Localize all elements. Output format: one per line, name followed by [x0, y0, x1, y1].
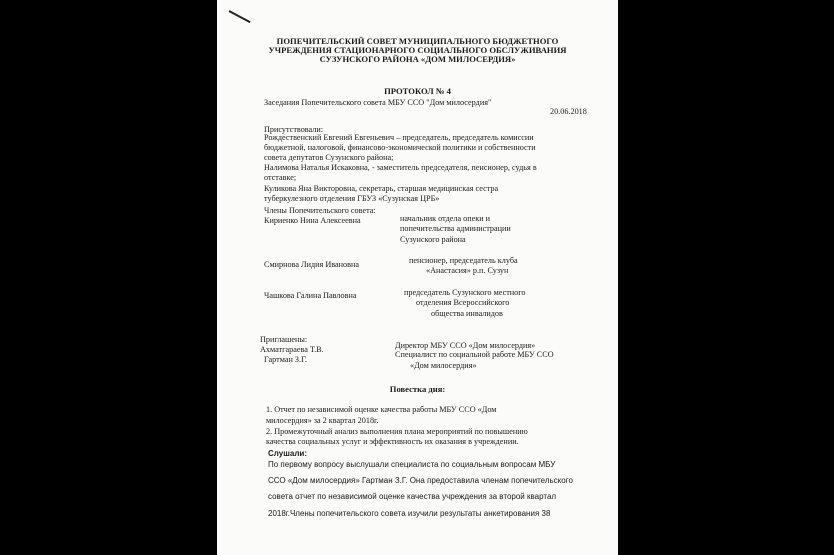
protocol-title: ПРОТОКОЛ № 4	[384, 86, 451, 96]
invited-role: «Дом милосердия»	[410, 361, 477, 370]
member-role: председатель Сузунского местного	[404, 288, 526, 297]
agenda-line: 2. Промежуточный анализ выполнения плана мероприятий по повышению	[266, 427, 528, 436]
member-role: попечительства администрации	[400, 224, 511, 233]
header-line-1: ПОПЕЧИТЕЛЬСКИЙ СОВЕТ МУНИЦИПАЛЬНОГО БЮДЖЕТНОГО	[276, 36, 559, 46]
protocol-date: 20.06.2018	[550, 107, 587, 116]
invited-role: Специалист по социальной работе МБУ ССО	[395, 350, 554, 359]
members-label: Члены Попечительского совета:	[264, 206, 376, 215]
heard-line: ССО «Дом милосердия» Гартман З.Г. Она предоставила членам попечительского	[268, 476, 573, 485]
agenda-line: 1. Отчет по независимой оценке качества работы МБУ ССО «Дом	[266, 405, 497, 414]
invited-label: Приглашены:	[260, 335, 308, 344]
member-role: «Анастасия» р.п. Сузун	[426, 266, 509, 275]
agenda-line: милосердия» за 2 квартал 2018г.	[266, 416, 379, 425]
present-line: бюджетной, налоговой, финансово-экономической политики и собственности	[264, 143, 536, 152]
invited-name: Ахматгараева Т.В.	[260, 345, 324, 354]
heard-line: совета отчет по независимой оценке качества учреждения за второй квартал	[268, 492, 557, 501]
member-role: общества инвалидов	[431, 309, 503, 318]
invited-role: Директор МБУ ССО «Дом милосердия»	[395, 341, 536, 350]
invited-name: Гартман З.Г.	[264, 355, 307, 364]
pen-mark	[229, 10, 251, 23]
present-line: Налимова Наталья Искаковна, - заместитель председателя, пенсионер, судья в	[264, 163, 537, 172]
header-line-2: УЧРЕЖДЕНИЯ СТАЦИОНАРНОГО СОЦИАЛЬНОГО ОБСЛУЖИВАНИЯ	[268, 45, 567, 55]
present-line: отставке;	[264, 173, 297, 182]
agenda-title: Повестка дня:	[389, 384, 446, 394]
header-line-3: СУЗУНСКОГО РАЙОНА «ДОМ МИЛОСЕРДИЯ»	[319, 54, 516, 64]
member-role: отделения Всероссийского	[416, 298, 510, 307]
heard-line: 2018г.Члены попечительского совета изучили результаты анкетирования 38	[268, 509, 551, 518]
present-label: Присутствовали:	[264, 125, 324, 134]
present-line: совета депутатов Сузунского района;	[264, 153, 394, 162]
heard-label: Слушали:	[268, 449, 307, 458]
present-line: туберкулезного отделения ГБУЗ «Сузунская ЦРБ»	[264, 194, 440, 203]
member-name: Чашкова Галина Павловна	[264, 291, 357, 300]
present-line: Куликова Яна Викторовна, секретарь, старшая медицинская сестра	[264, 184, 499, 193]
agenda-line: качества социальных услуг и эффективность их оказания в учреждении.	[266, 437, 519, 446]
document-page	[217, 0, 618, 555]
member-name: Кириенко Нина Алексеевна	[264, 216, 361, 225]
member-role: начальник отдела опеки и	[400, 214, 491, 223]
member-role: пенсионер, председатель клуба	[409, 256, 518, 265]
member-role: Сузунского района	[400, 235, 466, 244]
heard-line: По первому вопросу выслушали специалиста по социальным вопросам МБУ	[268, 460, 556, 469]
present-line: Рождественский Евгений Евгеньевич – председатель, председатель комиссии	[264, 133, 534, 142]
protocol-subtitle: Заседания Попечительского совета МБУ ССО "Дом милосердия"	[264, 98, 492, 107]
member-name: Смирнова Лидия Ивановна	[264, 260, 359, 269]
